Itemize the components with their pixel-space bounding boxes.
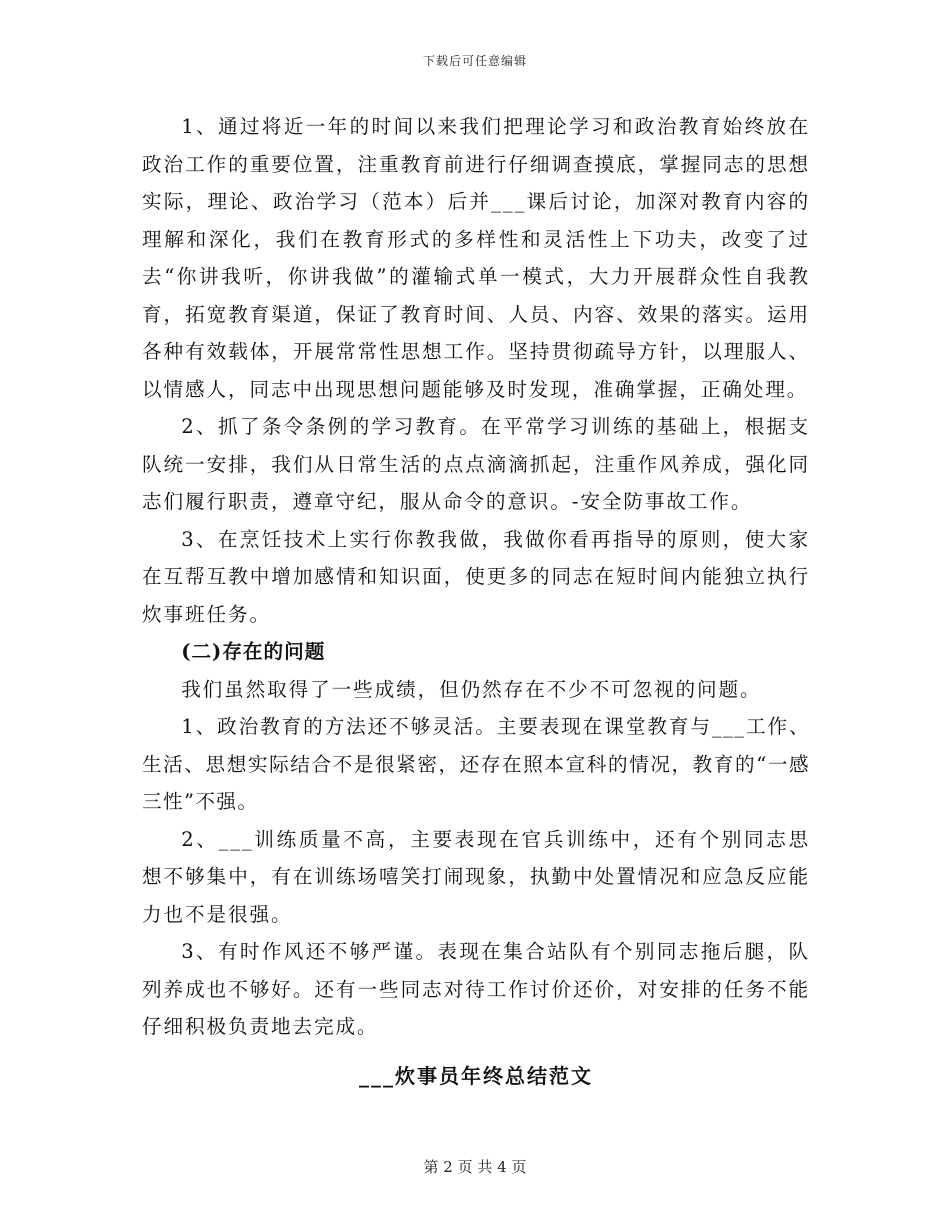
next-document-title: ___炊事员年终总结范文 (359, 1063, 593, 1088)
paragraph-problem-1: 1、政治教育的方法还不够灵活。主要表现在课堂教育与___工作、生活、思想实际结合不是很紧密，还存在照本宣科的情况，教育的“一感三性”不强。 (142, 715, 810, 813)
document-body (142, 108, 810, 1095)
page-header-note: 下载后可任意编辑 (422, 54, 527, 68)
page-number: 第 2 页 共 4 页 (423, 1158, 527, 1176)
paragraph-problem-intro: 我们虽然取得了一些成绩，但仍然存在不少不可忽视的问题。 (181, 677, 762, 701)
paragraph-problem-3: 3、有时作风还不够严谨。表现在集合站队有个别同志拖后腿，队列养成也不够好。还有一些同志对待工作讨价还价，对安排的任务不能仔细积极负责地去完成。 (142, 940, 810, 1038)
paragraph-achievement-3: 3、在烹饪技术上实行你教我做，我做你看再指导的原则，使大家在互帮互教中增加感情和知识面，使更多的同志在短时间内能独立执行炊事班任务。 (142, 527, 810, 626)
paragraph-achievement-1: 1、通过将近一年的时间以来我们把理论学习和政治教育始终放在政治工作的重要位置，注重教育前进行仔细调查摸底，掌握同志的思想实际，理论、政治学习（范本）后并___课后讨论，加深对教育内容的理解和深化，我们在教育形式的多样性和灵活性上下功夫，改变了过去“你讲我听，你讲我做”的灌输式单一模式，大力开展群众性自我教育，拓宽教育渠道，保证了教育时间、人员、内容、效果的落实。运用各种有效载体，开展常常性思想工作。坚持贯彻疏导方针，以理服人、以情感人，同志中出现思想问题能够及时发现，准确掌握，正确处理。 (142, 115, 810, 401)
paragraph-achievement-2: 2、抓了条令条例的学习教育。在平常学习训练的基础上，根据支队统一安排，我们从日常生活的点点滴滴抓起，注重作风养成，强化同志们履行职责，遵章守纪，服从命令的意识。-安全防事故工作。 (142, 415, 810, 513)
paragraph-problem-2: 2、___训练质量不高，主要表现在官兵训练中，还有个别同志思想不够集中，有在训练场嘻笑打闹现象，执勤中处置情况和应急反应能力也不是很强。 (142, 827, 810, 926)
section-heading-problems: (二)存在的问题 (181, 640, 326, 663)
